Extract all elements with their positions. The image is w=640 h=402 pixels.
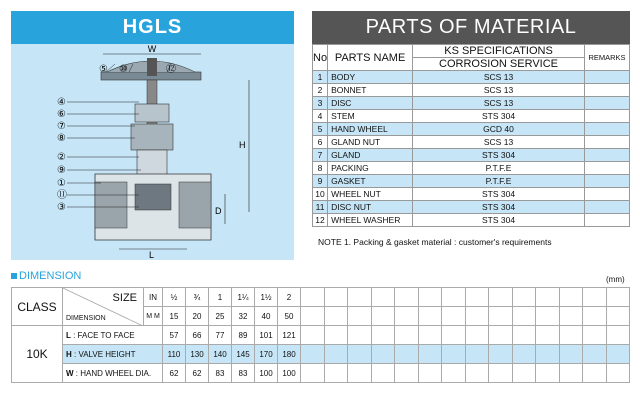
size-label: SIZE [112,292,137,304]
parts-row [313,214,630,227]
value-h-3: 145 [232,345,255,364]
callout-8: ⑧ [57,133,66,144]
part-remarks [585,149,630,162]
part-name: PACKING [328,162,413,175]
part-name: DISC NUT [328,201,413,214]
parts-row [313,71,630,84]
callout-11: ⑪ [57,190,67,201]
part-remarks [585,175,630,188]
value-h-0: 110 [163,345,186,364]
part-spec: STS 304 [413,110,585,123]
part-spec: STS 304 [413,201,585,214]
callout-4: ④ [57,97,66,108]
parts-row [313,175,630,188]
value-w-1: 62 [186,364,209,383]
callout-6: ⑥ [57,109,66,120]
callout-9: ⑨ [57,165,66,176]
value-w-4: 100 [255,364,278,383]
part-remarks [585,214,630,227]
part-remarks [585,188,630,201]
parts-row [313,188,630,201]
header-ks-spec: KS SPECIFICATIONS [413,45,585,58]
callout-2: ② [57,152,66,163]
part-no: 10 [313,188,328,201]
row-key-l: L [66,330,71,340]
value-l-2: 77 [209,326,232,345]
size-in-2: 1 [209,288,232,307]
part-no: 8 [313,162,328,175]
part-spec: STS 304 [413,188,585,201]
part-no: 4 [313,110,328,123]
part-remarks [585,84,630,97]
part-spec: GCD 40 [413,123,585,136]
part-name: DISC [328,97,413,110]
header-parts-name: PARTS NAME [328,45,413,71]
valve-cross-section [11,44,294,260]
header-no: No [313,45,328,71]
size-mm-2: 25 [209,307,232,326]
size-mm-5: 50 [278,307,301,326]
callout-3: ③ [57,202,66,213]
part-no: 1 [313,71,328,84]
parts-title: PARTS OF MATERIAL [312,11,630,44]
value-l-0: 57 [163,326,186,345]
callout-5: ⑤ [99,64,108,75]
parts-note: NOTE 1. Packing & gasket material : customer's requirements [318,237,552,247]
part-spec: STS 304 [413,149,585,162]
dimension-table [11,287,630,383]
part-remarks [585,71,630,84]
row-label-h [63,345,163,364]
part-name: GLAND NUT [328,136,413,149]
part-no: 5 [313,123,328,136]
size-in-0: ½ [163,288,186,307]
parts-row [313,123,630,136]
dim-h-label: H [239,140,246,150]
row-desc-l: : FACE TO FACE [70,330,135,340]
square-bullet-icon [11,273,17,279]
part-no: 9 [313,175,328,188]
part-spec: P.T.F.E [413,175,585,188]
part-no: 2 [313,84,328,97]
part-remarks [585,162,630,175]
part-spec: SCS 13 [413,84,585,97]
part-spec: SCS 13 [413,136,585,149]
dim-w-label: W [147,44,157,54]
callout-1: ① [57,178,66,189]
row-desc-w: : HAND WHEEL DIA. [73,368,152,378]
part-name: STEM [328,110,413,123]
header-corrosion: CORROSION SERVICE [413,58,585,71]
parts-row [313,97,630,110]
value-h-2: 140 [209,345,232,364]
value-w-0: 62 [163,364,186,383]
size-in-1: ¾ [186,288,209,307]
part-remarks [585,110,630,123]
dim-d-label: D [215,206,222,216]
value-w-2: 83 [209,364,232,383]
parts-row [313,149,630,162]
part-remarks [585,123,630,136]
part-name: WHEEL WASHER [328,214,413,227]
callout-7: ⑦ [57,121,66,132]
value-l-1: 66 [186,326,209,345]
in-label: IN [144,288,163,307]
part-name: BONNET [328,84,413,97]
unit-label: (mm) [606,275,625,284]
row-key-h: H [66,349,72,359]
part-remarks [585,201,630,214]
row-desc-h: : VALVE HEIGHT [71,349,136,359]
part-no: 6 [313,136,328,149]
part-name: BODY [328,71,413,84]
size-mm-0: 15 [163,307,186,326]
row-label-l [63,326,163,345]
size-in-3: 1¼ [232,288,255,307]
size-in-4: 1½ [255,288,278,307]
part-remarks [585,136,630,149]
part-name: GASKET [328,175,413,188]
part-no: 7 [313,149,328,162]
value-l-5: 121 [278,326,301,345]
part-name: GLAND [328,149,413,162]
size-dimension-header [63,288,144,326]
parts-row [313,84,630,97]
value-l-3: 89 [232,326,255,345]
size-mm-4: 40 [255,307,278,326]
mm-label: M M [144,307,163,326]
callout-10: ⑩ [119,64,128,75]
value-w-3: 83 [232,364,255,383]
part-spec: P.T.F.E [413,162,585,175]
row-key-w: W [66,368,74,378]
part-spec: SCS 13 [413,97,585,110]
value-h-4: 170 [255,345,278,364]
row-label-w [63,364,163,383]
part-no: 11 [313,201,328,214]
callout-12: ⑫ [166,64,176,75]
part-name: HAND WHEEL [328,123,413,136]
parts-body [313,71,630,227]
size-mm-3: 32 [232,307,255,326]
parts-row [313,110,630,123]
size-in-5: 2 [278,288,301,307]
class-value: 10K [12,326,63,383]
parts-table [312,44,630,227]
dimension-title-text: DIMENSION [19,270,82,282]
part-no: 3 [313,97,328,110]
part-spec: SCS 13 [413,71,585,84]
value-h-1: 130 [186,345,209,364]
part-name: WHEEL NUT [328,188,413,201]
part-remarks [585,97,630,110]
dim-l-label: L [149,250,155,260]
header-remarks: REMARKS [585,45,630,71]
hgls-title: HGLS [11,11,294,44]
parts-row [313,162,630,175]
dimension-title [11,270,81,282]
valve-drawing [11,44,294,260]
part-spec: STS 304 [413,214,585,227]
size-mm-1: 20 [186,307,209,326]
parts-row [313,201,630,214]
value-h-5: 180 [278,345,301,364]
value-l-4: 101 [255,326,278,345]
part-no: 12 [313,214,328,227]
dimension-label: DIMENSION [66,315,106,322]
value-w-5: 100 [278,364,301,383]
class-header: CLASS [12,288,63,326]
parts-row [313,136,630,149]
